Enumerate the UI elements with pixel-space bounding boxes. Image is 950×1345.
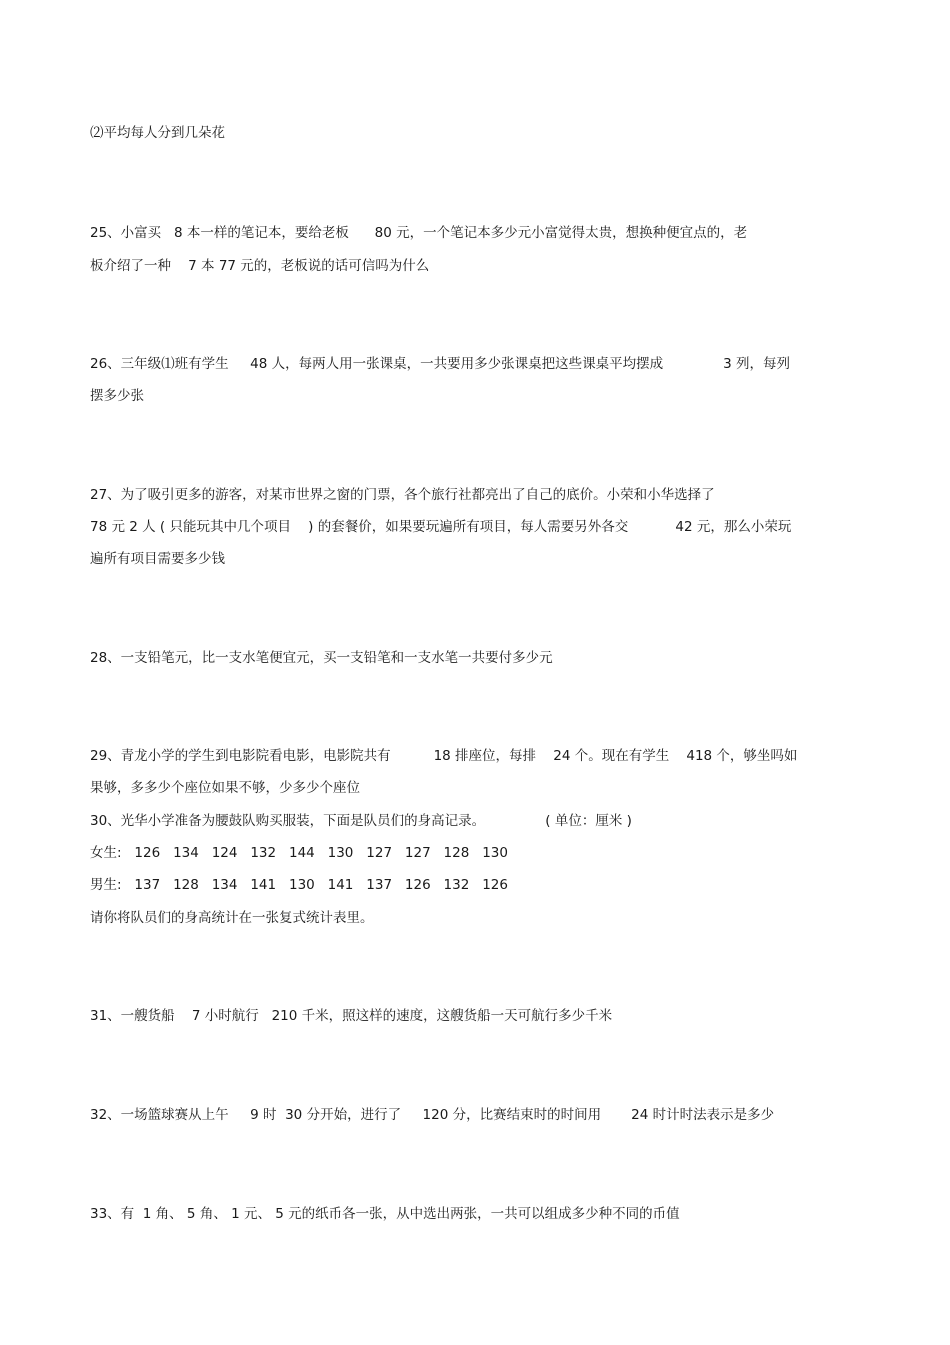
question-25-line-2: 板介绍了一种 7 本 77 元的，老板说的话可信吗为什么: [90, 258, 430, 274]
question-28: 28、一支铅笔元，比一支水笔便宜元，买一支铅笔和一支水笔一共要付多少元: [90, 650, 553, 666]
question-30-girls-heights: 女生: 126 134 124 132 144 130 127 127 128 130: [90, 845, 508, 861]
question-29-line-1: 29、青龙小学的学生到电影院看电影，电影院共有 18 排座位，每排 24 个。现在有学生 418 个，够坐吗如: [90, 748, 798, 764]
question-33: 33、有 1 角、 5 角、 1 元、 5 元的纸币各一张，从中选出两张，一共可以组成多少种不同的币值: [90, 1206, 680, 1222]
question-31: 31、一艘货船 7 小时航行 210 千米，照这样的速度，这艘货船一天可航行多少千米: [90, 1008, 613, 1024]
question-32: 32、一场篮球赛从上午 9 时 30 分开始，进行了 120 分，比赛结束时的时间用 24 时计时法表示是多少: [90, 1107, 775, 1123]
question-27-line-1: 27、为了吸引更多的游客，对某市世界之窗的门票，各个旅行社都亮出了自己的底价。小荣和小华选择了: [90, 487, 715, 503]
question-24-part-2: ⑵平均每人分到几朵花: [90, 125, 225, 141]
question-27-line-2: 78 元 2 人 ( 只能玩其中几个项目 ) 的套餐价，如果要玩遍所有项目，每人需要另外各交 42 元，那么小荣玩: [90, 519, 792, 535]
question-30-boys-heights: 男生: 137 128 134 141 130 141 137 126 132 126: [90, 877, 508, 893]
question-27-line-3: 遍所有项目需要多少钱: [90, 551, 225, 567]
question-30-line-4: 请你将队员们的身高统计在一张复式统计表里。: [90, 910, 374, 926]
question-26-line-1: 26、三年级⑴班有学生 48 人，每两人用一张课桌，一共要用多少张课桌把这些课桌平均摆成 3 列，每列: [90, 356, 791, 372]
question-30-line-1: 30、光华小学准备为腰鼓队购买服装，下面是队员们的身高记录。 ( 单位：厘米 ): [90, 813, 632, 829]
question-29-line-2: 果够，多多少个座位如果不够，少多少个座位: [90, 780, 360, 796]
question-26-line-2: 摆多少张: [90, 388, 144, 404]
question-25-line-1: 25、小富买 8 本一样的笔记本，要给老板 80 元，一个笔记本多少元小富觉得太贵，想换种便宜点的，老: [90, 225, 748, 241]
